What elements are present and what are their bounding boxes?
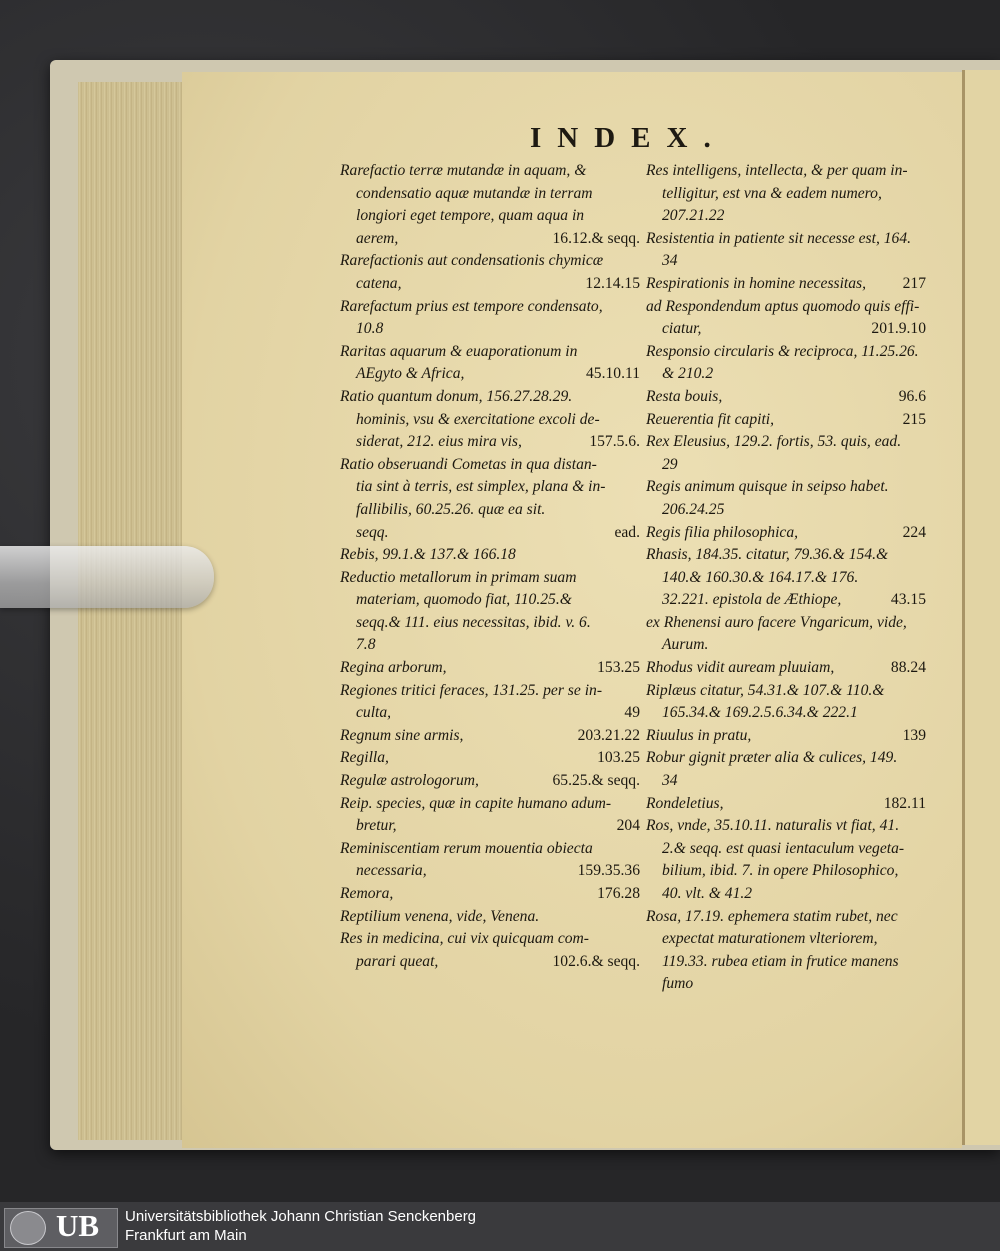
index-entry-ref: 88.24 [890, 659, 926, 677]
index-entry-line: expectat maturationem vlteriorem, [662, 930, 878, 948]
index-entry [340, 906, 640, 929]
index-entry-line: longiori eget tempore, quam aqua in [356, 207, 585, 225]
index-entry-ref: ead. [614, 523, 640, 541]
index-entry [646, 680, 926, 725]
index-column-left [340, 160, 640, 973]
index-entry-line: Responsio circularis & reciproca, 11.25.26. [646, 342, 919, 360]
index-entry [646, 815, 926, 905]
index-entry-ref: 102.6.& seqq. [552, 952, 640, 970]
index-entry [340, 747, 640, 770]
index-entry [646, 409, 926, 432]
index-entry-ref: 176.28 [597, 885, 640, 902]
index-entry [340, 250, 640, 295]
index-entry-line: seqq.& 111. eius necessitas, ibid. v. 6. [356, 613, 591, 631]
index-entry-ref: 153.25 [597, 659, 640, 677]
index-entry-line: Res in medicina, cui vix quicquam com- [340, 930, 589, 948]
index-entry-line: Aurum. [662, 636, 709, 654]
index-entry [646, 906, 926, 996]
index-entry-ref: 201.9.10 [871, 320, 926, 338]
index-entry-line: Rarefactio terræ mutandæ in aquam, & [340, 162, 587, 179]
index-entry-line: Regis animum quisque in seipso habet. [646, 478, 889, 496]
index-entry-line: Ratio obseruandi Cometas in qua distan- [340, 455, 597, 473]
index-entry-ref: 96.6 [898, 387, 926, 405]
index-entry-line: 16.12.& seqq. aerem, [340, 228, 640, 251]
index-entry-ref: 159.35.36 [577, 862, 640, 880]
index-entry [646, 273, 926, 296]
index-entry-line: Rosa, 17.19. ephemera statim rubet, nec [646, 907, 898, 925]
index-entry-line: 204 bretur, [340, 815, 640, 838]
index-entry-line: Reductio metallorum in primam suam [340, 568, 577, 586]
index-entry [646, 747, 926, 792]
index-entry-line: tia sint à terris, est simplex, plana & in- [356, 478, 606, 496]
index-entry-line: 34 [662, 772, 678, 790]
index-entry-ref: 203.21.22 [577, 726, 640, 744]
index-entry [646, 544, 926, 612]
index-entry-line: 201.9.10 ciatur, [646, 318, 926, 341]
index-entry-line: hominis, vsu & exercitatione excoli de- [356, 410, 600, 428]
index-entry-line: 40. vlt. & 41.2 [662, 885, 753, 902]
index-entry-line: 7.8 [356, 636, 376, 654]
index-entry-ref: 224 [902, 523, 926, 541]
index-entry-line: Res intelligens, intellecta, & per quam in- [646, 162, 908, 179]
index-entry-line: Reminiscentiam rerum mouentia obiecta [340, 839, 593, 857]
facing-page-edge [962, 70, 1000, 1145]
index-entry-line: 2.& seqq. est quasi ientaculum vegeta- [662, 839, 905, 857]
index-entry-line: 96.6 Resta bouis, [646, 386, 926, 409]
index-entry-ref: 182.11 [883, 794, 926, 812]
index-entry [646, 228, 926, 273]
index-entry-ref: 139 [902, 726, 926, 744]
index-entry-line: Ratio quantum donum, 156.27.28.29. [340, 387, 573, 405]
index-entry [646, 341, 926, 386]
index-entry-line: 102.6.& seqq. parari queat, [340, 951, 640, 974]
index-entry-line: Riplæus citatur, 54.31.& 107.& 110.& [646, 681, 885, 699]
index-entry-line: 10.8 [356, 320, 384, 338]
index-entry-ref: 16.12.& seqq. [552, 229, 640, 247]
index-entry-line: 12.14.15 catena, [340, 273, 640, 296]
index-entry [646, 476, 926, 521]
index-entry-line: 88.24 Rhodus vidit auream pluuiam, [646, 657, 926, 680]
index-entry-ref: 217 [902, 274, 926, 292]
index-entry-line: telligitur, est vna & eadem numero, [662, 184, 882, 202]
index-entry-ref: 103.25 [597, 749, 640, 767]
index-entry [340, 725, 640, 748]
index-entry-line: fumo [662, 975, 694, 993]
index-entry-ref: 65.25.& seqq. [552, 772, 640, 790]
index-entry [340, 657, 640, 680]
index-entry [646, 657, 926, 680]
index-entry-line: 165.34.& 169.2.5.6.34.& 222.1 [662, 704, 858, 722]
index-entry [646, 386, 926, 409]
index-entry-line: Regiones tritici feraces, 131.25. per se in- [340, 681, 603, 699]
index-entry-line: materiam, quomodo fiat, 110.25.& [356, 591, 572, 609]
index-entry-line: 119.33. rubea etiam in frutice manens [662, 952, 899, 970]
logo-text: UB [56, 1208, 100, 1243]
index-entry-line: Rarefactionis aut condensationis chymicæ [340, 252, 604, 270]
index-entry-line: ad Respondendum aptus quomodo quis effi- [646, 297, 920, 315]
index-entry-line: 49 culta, [340, 702, 640, 725]
page-edges [78, 82, 184, 1140]
index-entry-line: Rex Eleusius, 129.2. fortis, 53. quis, ead. [646, 433, 902, 451]
index-entry [340, 296, 640, 341]
index-column-right [646, 160, 926, 996]
index-entry-line: 203.21.22 Regnum sine armis, [340, 725, 640, 748]
index-entry-line: Rhasis, 184.35. citatur, 79.36.& 154.& [646, 546, 889, 564]
index-entry [340, 567, 640, 657]
index-entry-line: ex Rhenensi auro facere Vngaricum, vide, [646, 613, 907, 631]
index-entry [340, 793, 640, 838]
index-entry [340, 838, 640, 883]
index-entry [340, 928, 640, 973]
index-entry-line: 182.11 Rondeletius, [646, 793, 926, 816]
index-entry [340, 544, 640, 567]
index-entry-ref: 45.10.11 [586, 365, 640, 383]
index-entry-line: 34 [662, 252, 678, 270]
index-entry-line: 139 Riuulus in pratu, [646, 725, 926, 748]
index-entry [646, 431, 926, 476]
index-entry [646, 793, 926, 816]
index-entry-line: 140.& 160.30.& 164.17.& 176. [662, 568, 859, 586]
index-entry [340, 680, 640, 725]
page-holder-strip [0, 546, 214, 608]
index-entry [340, 386, 640, 454]
seal-icon [10, 1211, 46, 1245]
index-entry-line: Ros, vnde, 35.10.11. naturalis vt fiat, 41. [646, 817, 900, 835]
index-entry-line: fallibilis, 60.25.26. quæ ea sit. [356, 500, 546, 518]
index-entry [646, 612, 926, 657]
index-entry-ref: 215 [902, 410, 926, 428]
index-entry-line: 45.10.11 AEgyto & Africa, [340, 363, 640, 386]
index-entry-line: ead. seqq. [340, 522, 640, 545]
index-entry-line: 215 Reuerentia fit capiti, [646, 409, 926, 432]
index-entry-line: 176.28 Remora, [340, 883, 640, 906]
index-entry [646, 725, 926, 748]
index-entry-line: Raritas aquarum & euaporationum in [340, 342, 578, 360]
index-entry [340, 454, 640, 544]
index-entry-ref: 12.14.15 [585, 274, 640, 292]
index-entry-line: 65.25.& seqq. Regulæ astrologorum, [340, 770, 640, 793]
index-entry [340, 160, 640, 250]
index-entry-line: Rebis, 99.1.& 137.& 166.18 [340, 546, 516, 564]
index-entry [340, 883, 640, 906]
index-entry-line: 153.25 Regina arborum, [340, 657, 640, 680]
index-entry-line: 207.21.22 [662, 207, 725, 225]
index-entry-line: Reip. species, quæ in capite humano adum- [340, 794, 612, 812]
index-entry-line: bilium, ibid. 7. in opere Philosophico, [662, 862, 899, 880]
page-header: INDEX. [530, 122, 727, 154]
index-entry-line: Robur gignit præter alia & culices, 149. [646, 749, 898, 767]
index-entry-line: & 210.2 [662, 365, 714, 383]
index-entry [646, 522, 926, 545]
index-entry-line: Reptilium venena, vide, Venena. [340, 907, 540, 925]
index-entry-ref: 43.15 [890, 591, 926, 609]
index-entry-line: 206.24.25 [662, 500, 725, 518]
index-entry [646, 296, 926, 341]
index-entry-line: 224 Regis filia philosophica, [646, 522, 926, 545]
index-entry-line: 157.5.6. siderat, 212. eius mira vis, [340, 431, 640, 454]
index-entry-line: 43.15 32.221. epistola de Æthiope, [646, 589, 926, 612]
index-entry-line: 217 Respirationis in homine necessitas, [646, 273, 926, 296]
footer-institution: Universitätsbibliothek Johann Christian Senckenberg [125, 1208, 477, 1225]
index-entry-line: 159.35.36 necessaria, [340, 860, 640, 883]
index-entry-line: condensatio aquæ mutandæ in terram [356, 184, 593, 202]
index-entry-line: 103.25 Regilla, [340, 747, 640, 770]
index-entry [646, 160, 926, 228]
footer-city: Frankfurt am Main [125, 1227, 247, 1244]
index-entry-ref: 49 [624, 704, 640, 722]
index-entry-line: 29 [662, 455, 678, 473]
index-entry-ref: 204 [616, 817, 640, 835]
index-entry [340, 341, 640, 386]
index-entry-line: Rarefactum prius est tempore condensato, [340, 297, 603, 315]
index-entry-ref: 157.5.6. [589, 433, 640, 451]
index-entry-line: Resistentia in patiente sit necesse est, 164. [646, 229, 912, 247]
index-entry [340, 770, 640, 793]
